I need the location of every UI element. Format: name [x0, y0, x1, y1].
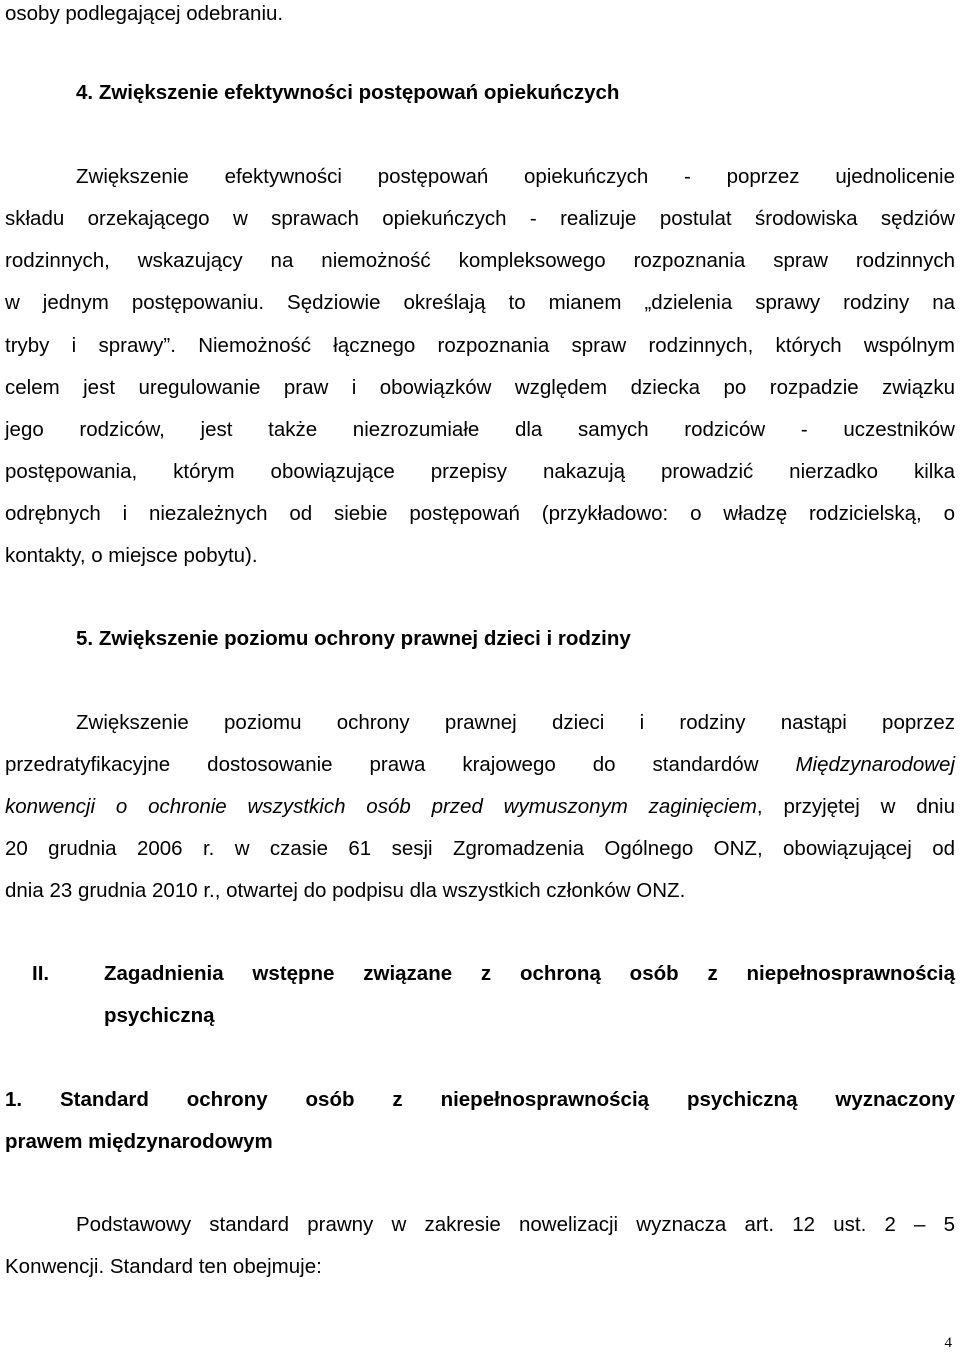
subsection-1-heading-line: prawem międzynarodowym — [5, 1130, 273, 1153]
section-4-title: Zwiększenie efektywności postępowań opiekuńczych — [98, 81, 620, 104]
section-4-para-line: postępowania, którym obowiązujące przepisy nakazują prowadzić nierzadko kilka — [5, 460, 955, 483]
intro-tail-text: osoby podlegającej odebraniu. — [5, 2, 284, 25]
subsection-1-heading-line: 1. Standard ochrony osób z niepełnosprawnością psychiczną wyznaczony — [5, 1088, 955, 1111]
section-4-heading — [76, 79, 956, 107]
convention-title-part1: Międzynarodowej — [795, 753, 955, 776]
section-4-para-line: odrębnych i niezależnych od siebie postępowań (przykładowo: o władzę rodzicielską, o — [5, 502, 955, 525]
section-5-para-line: Zwiększenie poziomu ochrony prawnej dzieci i rodziny nastąpi poprzez — [76, 711, 955, 734]
chapter-2-heading-line: psychiczną — [104, 1004, 215, 1027]
chapter-2-heading-line: Zagadnienia wstępne związane z ochroną osób z niepełnosprawnością — [104, 962, 955, 985]
section-4-para-line: tryby i sprawy”. Niemożność łącznego rozpoznania spraw rodzinnych, których wspólnym — [5, 334, 955, 357]
convention-title-part2: konwencji o ochronie wszystkich osób przed wymuszonym zaginięciem — [5, 795, 757, 818]
section-5-number: 5. — [76, 627, 94, 650]
subsection-1-para-line: Podstawowy standard prawny w zakresie nowelizacji wyznacza art. 12 ust. 2 – 5 — [76, 1213, 955, 1236]
subsection-1-para-line: Konwencji. Standard ten obejmuje: — [5, 1255, 322, 1278]
section-4-para-line: celem jest uregulowanie praw i obowiązków względem dziecka po rozpadzie związku — [5, 376, 955, 399]
section-5-text: , przyjętej w dniu — [756, 795, 955, 818]
page-number: 4 — [944, 1335, 952, 1351]
section-4-para-line: Zwiększenie efektywności postępowań opiekuńczych - poprzez ujednolicenie — [76, 165, 955, 188]
section-4-para-line: w jednym postępowaniu. Sędziowie określają to mianem „dzielenia sprawy rodziny na — [5, 291, 955, 314]
section-4-para-line: kontakty, o miejsce pobytu). — [5, 544, 258, 567]
chapter-2-number: II. — [32, 962, 50, 985]
section-4-number: 4. — [76, 81, 94, 104]
section-5-title: Zwiększenie poziomu ochrony prawnej dzieci i rodziny — [98, 627, 631, 650]
section-5-heading — [76, 625, 956, 653]
section-5-para-line — [5, 751, 955, 779]
section-4-para-line: jego rodziców, jest także niezrozumiałe dla samych rodziców - uczestników — [5, 418, 955, 441]
section-5-para-line: dnia 23 grudnia 2010 r., otwartej do podpisu dla wszystkich członków ONZ. — [5, 879, 686, 902]
section-5-para-line — [5, 793, 955, 821]
section-5-text: przedratyfikacyjne dostosowanie prawa krajowego do standardów — [5, 753, 796, 776]
section-4-para-line: rodzinnych, wskazujący na niemożność kompleksowego rozpoznania spraw rodzinnych — [5, 249, 955, 272]
section-4-para-line: składu orzekającego w sprawach opiekuńczych - realizuje postulat środowiska sędziów — [5, 207, 955, 230]
section-5-para-line: 20 grudnia 2006 r. w czasie 61 sesji Zgromadzenia Ogólnego ONZ, obowiązującej od — [5, 837, 955, 860]
